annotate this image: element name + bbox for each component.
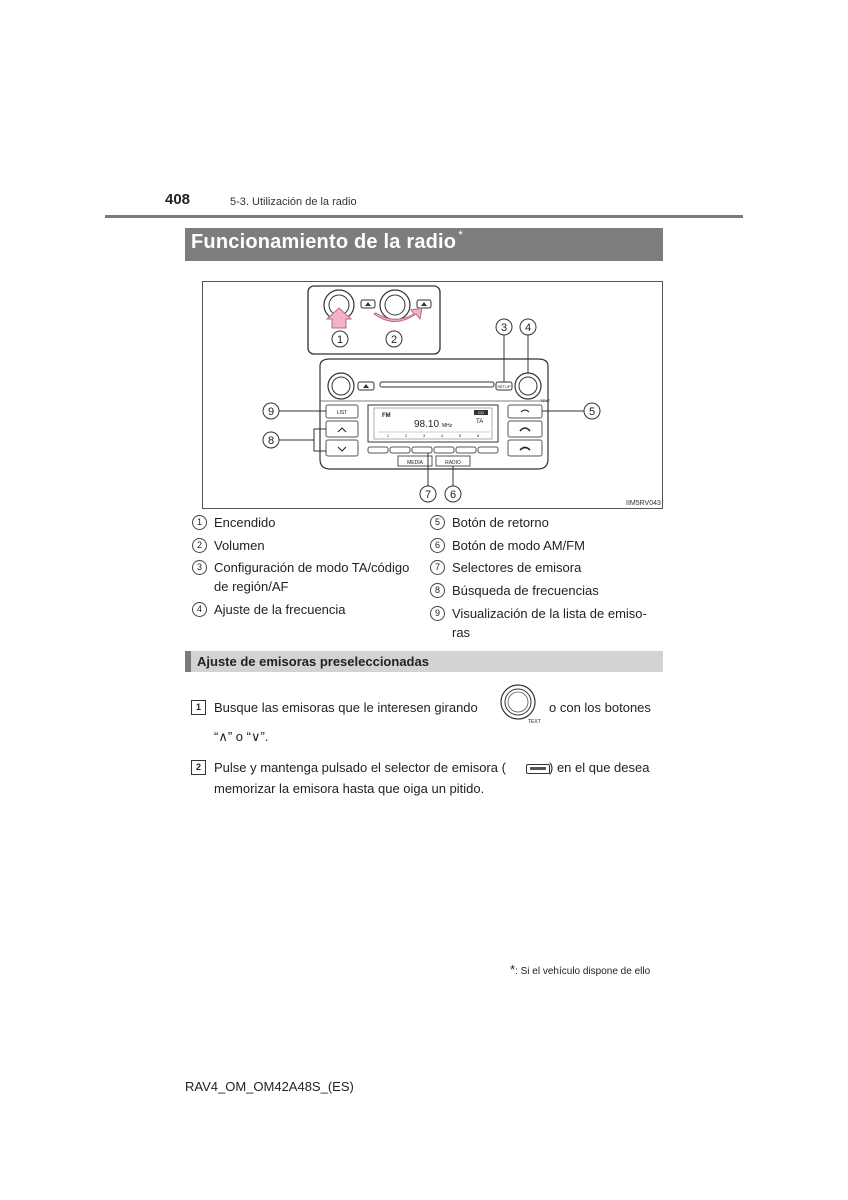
display-preset-1: 1: [386, 433, 390, 438]
display-ta-label: TA: [476, 419, 484, 425]
display-unit: MHz: [442, 423, 453, 429]
step-1-line2: “∧” o “∨”.: [214, 729, 269, 744]
callout-8-label: 8: [267, 435, 275, 447]
legend-label: Ajuste de la frecuencia: [214, 602, 346, 617]
display-band: FM: [382, 413, 391, 419]
title-footnote-marker: *: [458, 228, 464, 242]
legend-label: Volumen: [214, 538, 265, 553]
tune-knob-icon: [500, 683, 544, 725]
callout-6-label: 6: [449, 489, 457, 501]
step-2-text-after: ) en el que desea: [549, 760, 650, 775]
legend-num: 2: [192, 538, 207, 553]
subsection-title: Ajuste de emisoras preseleccionadas: [197, 654, 429, 669]
legend-num: 8: [430, 583, 445, 598]
tune-knob-icon-label: TEXT: [528, 719, 541, 725]
callout-9-label: 9: [267, 406, 275, 418]
legend-num: 1: [192, 515, 207, 530]
legend-num: 4: [192, 602, 207, 617]
phone-pickup-button: [508, 421, 542, 437]
step-2-text-before: Pulse y mantenga pulsado el selector de emisora (: [214, 760, 506, 775]
legend-label: Encendido: [214, 515, 276, 530]
footnote-text: : Si el vehículo dispone de ello: [515, 966, 651, 977]
legend-label: Botón de retorno: [452, 515, 549, 530]
seek-up-button: [326, 421, 358, 437]
callout-4-label: 4: [524, 322, 532, 334]
footnote-marker: *: [510, 962, 516, 977]
page-number: 408: [165, 191, 191, 208]
display-frequency: 98.10: [414, 419, 440, 430]
list-button-label: LIST: [336, 410, 348, 416]
legend-num: 7: [430, 560, 445, 575]
seek-down-button: [326, 440, 358, 456]
callout-1-label: 1: [336, 334, 344, 346]
document-code: RAV4_OM_OM42A48S_(ES): [185, 1079, 354, 1094]
legend-label: Configuración de modo TA/código: [214, 560, 410, 575]
legend-label: Visualización de la lista de emiso-: [452, 606, 647, 621]
section-breadcrumb: 5-3. Utilización de la radio: [230, 196, 357, 208]
legend-num: 3: [192, 560, 207, 575]
header-rule: [105, 215, 743, 218]
callout-3-label: 3: [500, 322, 508, 334]
display-preset-5: 5: [458, 433, 462, 438]
legend-label-cont: ras: [452, 625, 471, 640]
legend-label-cont: de región/AF: [214, 579, 289, 594]
footnote: [510, 962, 650, 977]
subsection-tick: [185, 651, 191, 672]
cd-slot: [380, 382, 494, 387]
callout-7-label: 7: [424, 489, 432, 501]
legend-num: 9: [430, 606, 445, 621]
radio-button-label: RADIO: [445, 460, 461, 466]
legend-num: 6: [430, 538, 445, 553]
media-button-label: MEDIA: [407, 460, 423, 466]
callout-5-label: 5: [588, 406, 596, 418]
legend-label: Selectores de emisora: [452, 560, 582, 575]
text-label: TEXT: [540, 398, 551, 403]
legend-label: Búsqueda de frecuencias: [452, 583, 599, 598]
step-1-number: 1: [191, 700, 206, 715]
display-preset-6: 6: [476, 433, 480, 438]
display-preset-3: 3: [422, 433, 426, 438]
volume-knob-inner: [385, 295, 405, 315]
preset-button-icon: [526, 764, 550, 774]
page-title-text: Funcionamiento de la radio: [191, 231, 457, 253]
figure-id: IIM5RV043: [626, 500, 661, 507]
page-title: [191, 228, 464, 254]
callout-2-label: 2: [390, 334, 398, 346]
step-1-text-after: o con los botones: [549, 700, 651, 715]
legend-num: 5: [430, 515, 445, 530]
radio-figure: [202, 281, 663, 509]
step-2-number: 2: [191, 760, 206, 775]
step-2-line2: memorizar la emisora hasta que oiga un pitido.: [214, 781, 485, 796]
legend-label: Botón de modo AM/FM: [452, 538, 585, 553]
display-preset-2: 2: [404, 433, 408, 438]
setup-button-label: SETUP: [497, 384, 511, 389]
display-preset-4: 4: [440, 433, 444, 438]
step-1-text-before: Busque las emisoras que le interesen girando: [214, 700, 478, 715]
display-cd-label: CD: [478, 410, 484, 415]
back-button: [508, 405, 542, 418]
